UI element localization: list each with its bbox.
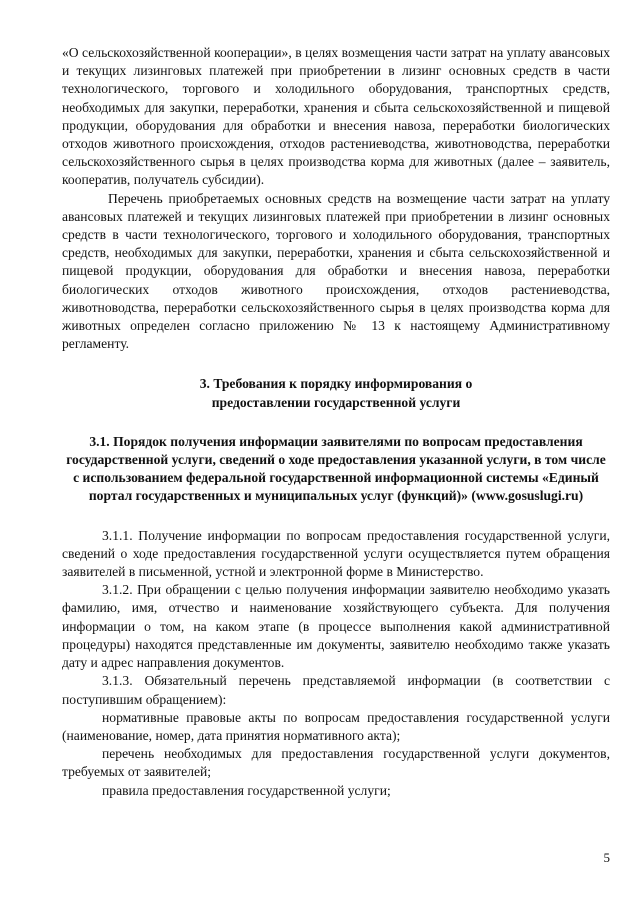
- list-item: правила предоставления государственной услуги;: [102, 782, 391, 798]
- body-paragraph: 3.1.1. Получение информации по вопросам предоставления государственной услуги, сведений о ходе предоставления государственной услуги осуществляется путем обращения заявителей в письменной, устной и электронной форме в Министерство.: [62, 527, 610, 580]
- body-paragraph: 3.1.3. Обязательный перечень представляемой информации (в соответствии с поступившим обращением):: [62, 673, 610, 707]
- body-paragraph: Перечень приобретаемых основных средств на возмещение части затрат на уплату авансовых платежей и текущих лизинговых платежей при приобретении в лизинг основных средств в части технологического, торгового и холодильного оборудования, транспортных средств, необходимых для закупки, переработки, хранения и сбыта сельскохозяйственной и пищевой продукции, оборудования для обработки и внесения навоза, переработки биологических отходов животного происхождения, отходов растениеводства, животноводства, переработки сельскохозяйственного сырья в целях производства корма для животных определен согласно приложению № 13 к настоящему Административному регламенту.: [62, 190, 610, 352]
- section-heading: 3. Требования к порядку информирования о предоставлении государственной услуги: [199, 376, 473, 410]
- page-number: 5: [603, 850, 610, 865]
- subsection-heading: 3.1. Порядок получения информации заявителями по вопросам предоставления государственной услуги, сведений о ходе предоставления указанной услуги, в том числе с использованием федеральной государственной информационной системы «Единый портал государственных и муниципальных услуг (функций)» (www.gosuslugi.ru): [66, 433, 606, 504]
- list-item: перечень необходимых для предоставления государственной услуги документов, требуемых от заявителей;: [62, 746, 610, 780]
- body-paragraph: «О сельскохозяйственной кооперации», в целях возмещения части затрат на уплату авансовых и текущих лизинговых платежей при приобретении в лизинг основных средств в части технологического, торгового и холодильного оборудования, транспортных средств, необходимых для закупки, переработки, хранения и сбыта сельскохозяйственной и пищевой продукции, оборудования для обработки и внесения навоза, переработки биологических отходов животного происхождения, отходов растениеводства, животноводства, переработки сельскохозяйственного сырья в целях производства корма для животных (далее – заявитель, кооператив, получатель субсидии).: [62, 45, 610, 188]
- list-item: нормативные правовые акты по вопросам предоставления государственной услуги (наименование, номер, дата принятия нормативного акта);: [62, 709, 610, 743]
- body-paragraph: 3.1.2. При обращении с целью получения информации заявителю необходимо указать фамилию, имя, отчество и наименование хозяйствующего субъекта. Для получения информации о том, на каком этапе (в процессе выполнения какой административной процедуры) находятся представленные им документы, заявителю необходимо также указать дату и адрес направления документов.: [62, 582, 610, 671]
